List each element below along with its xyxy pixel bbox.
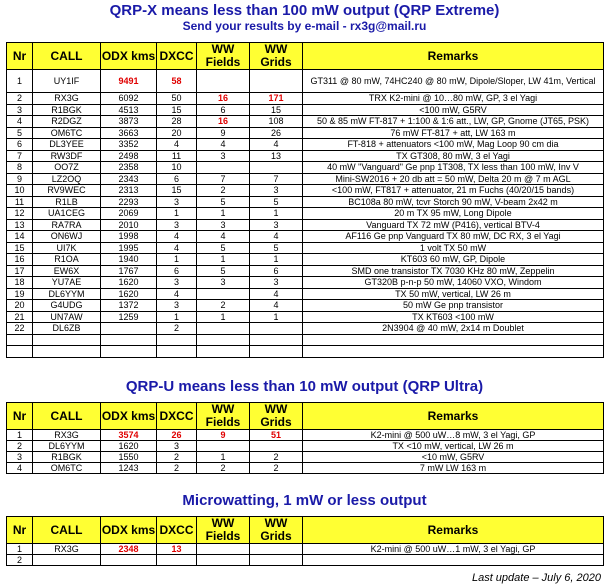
cell-dxcc: 11 (157, 150, 197, 162)
column-header-grids: WW Grids (250, 403, 303, 430)
cell-grids: 13 (250, 150, 303, 162)
cell-nr: 16 (7, 254, 33, 266)
table-row (7, 185, 604, 197)
cell-grids: 7 (250, 173, 303, 185)
cell-dxcc: 13 (157, 544, 197, 555)
cell-nr: 4 (7, 463, 33, 474)
cell-dxcc (157, 555, 197, 566)
column-header-fields: WW Fields (197, 403, 250, 430)
table-row (7, 254, 604, 266)
cell-remarks: KT603 60 mW, GP, Dipole (303, 254, 604, 266)
cell-remarks: 1 volt TX 50 mW (303, 242, 604, 254)
cell-remarks (303, 346, 604, 358)
cell-fields (197, 323, 250, 335)
cell-grids (250, 334, 303, 346)
column-header-remarks: Remarks (303, 517, 604, 544)
cell-call (33, 555, 101, 566)
cell-grids (250, 555, 303, 566)
table-row (7, 323, 604, 335)
cell-fields (197, 288, 250, 300)
cell-nr: 21 (7, 311, 33, 323)
cell-odx: 1620 (101, 441, 157, 452)
micro-table (6, 516, 604, 566)
cell-grids: 5 (250, 196, 303, 208)
table-row (7, 150, 604, 162)
cell-call: R1BGK (33, 452, 101, 463)
table-row (7, 242, 604, 254)
cell-fields: 16 (197, 116, 250, 128)
cell-fields (197, 346, 250, 358)
cell-nr: 19 (7, 288, 33, 300)
cell-nr: 7 (7, 150, 33, 162)
cell-call: UN7AW (33, 311, 101, 323)
cell-dxcc: 4 (157, 288, 197, 300)
cell-grids: 4 (250, 288, 303, 300)
cell-fields: 3 (197, 277, 250, 289)
table-row (7, 430, 604, 441)
cell-odx: 1767 (101, 265, 157, 277)
cell-grids: 6 (250, 265, 303, 277)
column-header-grids: WW Grids (250, 517, 303, 544)
cell-call: EW6X (33, 265, 101, 277)
table-row (7, 544, 604, 555)
cell-odx: 1620 (101, 277, 157, 289)
cell-call: RX3G (33, 93, 101, 105)
cell-fields: 5 (197, 196, 250, 208)
cell-remarks: 40 mW "Vanguard" Ge pnp 1T308, TX less than 100 mW, Inv V (303, 162, 604, 174)
cell-nr: 1 (7, 430, 33, 441)
column-header-grids: WW Grids (250, 43, 303, 70)
cell-odx: 3663 (101, 127, 157, 139)
cell-odx: 4513 (101, 104, 157, 116)
cell-grids (250, 441, 303, 452)
cell-grids: 108 (250, 116, 303, 128)
cell-dxcc: 1 (157, 208, 197, 220)
cell-nr: 3 (7, 104, 33, 116)
cell-nr: 20 (7, 300, 33, 312)
cell-odx: 1259 (101, 311, 157, 323)
cell-grids: 3 (250, 277, 303, 289)
cell-fields: 7 (197, 173, 250, 185)
cell-remarks: TX 50 mW, vertical, LW 26 m (303, 288, 604, 300)
header-row (7, 43, 604, 70)
cell-nr: 10 (7, 185, 33, 197)
cell-dxcc: 1 (157, 254, 197, 266)
cell-odx: 1998 (101, 231, 157, 243)
cell-nr: 11 (7, 196, 33, 208)
cell-remarks: <100 mW, FT817 + attenuator, 21 m Fuchs (40/20/15 bands) (303, 185, 604, 197)
column-header-fields: WW Fields (197, 43, 250, 70)
cell-fields: 9 (197, 127, 250, 139)
cell-fields: 5 (197, 265, 250, 277)
cell-call (33, 334, 101, 346)
cell-dxcc: 4 (157, 231, 197, 243)
cell-odx: 2343 (101, 173, 157, 185)
table-row (7, 441, 604, 452)
cell-call: RV9WEC (33, 185, 101, 197)
cell-fields: 3 (197, 150, 250, 162)
cell-odx: 3574 (101, 430, 157, 441)
cell-fields: 6 (197, 104, 250, 116)
cell-call: YU7AE (33, 277, 101, 289)
cell-grids (250, 346, 303, 358)
cell-nr (7, 334, 33, 346)
cell-odx: 2498 (101, 150, 157, 162)
table-row (7, 127, 604, 139)
cell-dxcc: 6 (157, 173, 197, 185)
cell-odx (101, 346, 157, 358)
cell-dxcc: 2 (157, 323, 197, 335)
cell-odx: 2010 (101, 219, 157, 231)
cell-grids: 4 (250, 139, 303, 151)
cell-fields: 1 (197, 254, 250, 266)
table-row (7, 196, 604, 208)
cell-call: DL6YYM (33, 441, 101, 452)
column-header-call: CALL (33, 43, 101, 70)
cell-remarks: 50 & 85 mW FT-817 + 1:100 & 1:6 att., LW, GP, Gnome (JT65, PSK) (303, 116, 604, 128)
cell-grids (250, 70, 303, 93)
column-header-odx: ODX kms (101, 403, 157, 430)
table-row (7, 173, 604, 185)
column-header-remarks: Remarks (303, 403, 604, 430)
cell-dxcc: 4 (157, 139, 197, 151)
cell-dxcc: 3 (157, 196, 197, 208)
cell-call: OM6TC (33, 127, 101, 139)
cell-call: R1OA (33, 254, 101, 266)
cell-remarks: SMD one transistor TX 7030 KHz 80 mW, Zeppelin (303, 265, 604, 277)
cell-dxcc: 10 (157, 162, 197, 174)
cell-grids (250, 544, 303, 555)
cell-fields (197, 555, 250, 566)
column-header-nr: Nr (7, 517, 33, 544)
cell-dxcc (157, 334, 197, 346)
cell-odx: 1940 (101, 254, 157, 266)
table-row (7, 334, 604, 346)
cell-call (33, 346, 101, 358)
column-header-odx: ODX kms (101, 517, 157, 544)
cell-grids: 1 (250, 208, 303, 220)
cell-remarks: <10 mW, G5RV (303, 452, 604, 463)
cell-grids: 3 (250, 185, 303, 197)
cell-grids: 26 (250, 127, 303, 139)
cell-remarks: TX KT603 <100 mW (303, 311, 604, 323)
cell-call: RW3DF (33, 150, 101, 162)
column-header-call: CALL (33, 403, 101, 430)
cell-call: RA7RA (33, 219, 101, 231)
cell-nr: 2 (7, 93, 33, 105)
table-row (7, 300, 604, 312)
table-row (7, 208, 604, 220)
cell-nr: 15 (7, 242, 33, 254)
header-row (7, 403, 604, 430)
cell-grids: 171 (250, 93, 303, 105)
cell-nr: 1 (7, 544, 33, 555)
cell-dxcc: 6 (157, 265, 197, 277)
cell-remarks (303, 334, 604, 346)
cell-remarks: 50 mW Ge pnp transistor (303, 300, 604, 312)
cell-odx: 1550 (101, 452, 157, 463)
column-header-dxcc: DXCC (157, 517, 197, 544)
cell-dxcc: 2 (157, 463, 197, 474)
cell-grids: 1 (250, 254, 303, 266)
cell-odx: 3352 (101, 139, 157, 151)
cell-odx (101, 323, 157, 335)
cell-dxcc: 50 (157, 93, 197, 105)
cell-call: OO7Z (33, 162, 101, 174)
cell-nr: 13 (7, 219, 33, 231)
cell-call: R1BGK (33, 104, 101, 116)
cell-nr: 3 (7, 452, 33, 463)
cell-remarks: 2N3904 @ 40 mW, 2x14 m Doublet (303, 323, 604, 335)
cell-remarks: 20 m TX 95 mW, Long Dipole (303, 208, 604, 220)
column-header-nr: Nr (7, 403, 33, 430)
column-header-remarks: Remarks (303, 43, 604, 70)
cell-nr: 5 (7, 127, 33, 139)
cell-grids: 1 (250, 311, 303, 323)
cell-fields: 16 (197, 93, 250, 105)
cell-fields (197, 334, 250, 346)
column-header-nr: Nr (7, 43, 33, 70)
cell-nr: 22 (7, 323, 33, 335)
cell-grids (250, 323, 303, 335)
cell-nr: 8 (7, 162, 33, 174)
table-row (7, 311, 604, 323)
cell-call: RX3G (33, 430, 101, 441)
cell-call: DL6YYM (33, 288, 101, 300)
cell-nr: 2 (7, 555, 33, 566)
table-row (7, 104, 604, 116)
cell-dxcc (157, 346, 197, 358)
cell-grids: 5 (250, 242, 303, 254)
column-header-dxcc: DXCC (157, 403, 197, 430)
cell-call: DL6ZB (33, 323, 101, 335)
cell-grids: 4 (250, 231, 303, 243)
column-header-fields: WW Fields (197, 517, 250, 544)
cell-odx: 2069 (101, 208, 157, 220)
table-row (7, 219, 604, 231)
cell-dxcc: 3 (157, 277, 197, 289)
cell-grids: 51 (250, 430, 303, 441)
cell-odx: 3873 (101, 116, 157, 128)
qrpu-table (6, 402, 604, 474)
cell-remarks: <100 mW, G5RV (303, 104, 604, 116)
cell-dxcc: 15 (157, 104, 197, 116)
cell-grids: 2 (250, 463, 303, 474)
table-row (7, 277, 604, 289)
table-row (7, 555, 604, 566)
cell-remarks: AF116 Ge pnp Vanguard TX 80 mW, DC RX, 3 el Yagi (303, 231, 604, 243)
header-row (7, 517, 604, 544)
cell-fields: 2 (197, 185, 250, 197)
cell-odx (101, 555, 157, 566)
cell-call: OM6TC (33, 463, 101, 474)
cell-nr: 6 (7, 139, 33, 151)
cell-fields: 4 (197, 231, 250, 243)
qrpx-table (6, 42, 604, 358)
cell-odx: 1372 (101, 300, 157, 312)
cell-dxcc: 2 (157, 452, 197, 463)
cell-dxcc: 15 (157, 185, 197, 197)
cell-odx: 1620 (101, 288, 157, 300)
cell-fields (197, 162, 250, 174)
cell-dxcc: 1 (157, 311, 197, 323)
cell-grids (250, 162, 303, 174)
cell-fields: 4 (197, 139, 250, 151)
cell-nr: 4 (7, 116, 33, 128)
cell-nr (7, 346, 33, 358)
table-row (7, 231, 604, 243)
cell-call: R2DGZ (33, 116, 101, 128)
cell-remarks: Mini-SW2016 + 20 db att = 50 mW, Delta 20 m @ 7 m AGL (303, 173, 604, 185)
cell-fields: 2 (197, 300, 250, 312)
cell-dxcc: 3 (157, 441, 197, 452)
cell-odx: 2293 (101, 196, 157, 208)
cell-grids: 4 (250, 300, 303, 312)
table-row (7, 265, 604, 277)
cell-odx: 6092 (101, 93, 157, 105)
cell-odx: 2348 (101, 544, 157, 555)
cell-nr: 14 (7, 231, 33, 243)
cell-nr: 17 (7, 265, 33, 277)
cell-call: ON6WJ (33, 231, 101, 243)
table-row (7, 288, 604, 300)
cell-nr: 18 (7, 277, 33, 289)
cell-call: UI7K (33, 242, 101, 254)
cell-remarks: GT320B p-n-p 50 mW, 14060 VXO, Windom (303, 277, 604, 289)
column-header-call: CALL (33, 517, 101, 544)
qrpx-subtitle: Send your results by e-mail - rx3g@mail.ru (182, 19, 427, 33)
cell-fields: 9 (197, 430, 250, 441)
cell-call: RX3G (33, 544, 101, 555)
cell-call: LZ2OQ (33, 173, 101, 185)
cell-dxcc: 3 (157, 300, 197, 312)
cell-remarks (303, 555, 604, 566)
cell-odx: 1243 (101, 463, 157, 474)
cell-remarks: TX <10 mW, vertical, LW 26 m (303, 441, 604, 452)
cell-remarks: Vanguard TX 72 mW (P416), vertical BTV-4 (303, 219, 604, 231)
cell-call: UA1CEG (33, 208, 101, 220)
cell-dxcc: 58 (157, 70, 197, 93)
cell-fields: 1 (197, 311, 250, 323)
cell-dxcc: 20 (157, 127, 197, 139)
cell-fields (197, 441, 250, 452)
cell-fields: 3 (197, 219, 250, 231)
cell-dxcc: 4 (157, 242, 197, 254)
cell-remarks: TX GT308, 80 mW, 3 el Yagi (303, 150, 604, 162)
table-row (7, 463, 604, 474)
cell-dxcc: 26 (157, 430, 197, 441)
cell-fields: 2 (197, 463, 250, 474)
cell-odx (101, 334, 157, 346)
cell-odx: 1995 (101, 242, 157, 254)
last-update: Last update – July 6, 2020 (471, 572, 601, 584)
cell-remarks: TRX K2-mini @ 10…80 mW, GP, 3 el Yagi (303, 93, 604, 105)
cell-dxcc: 28 (157, 116, 197, 128)
cell-call: R1LB (33, 196, 101, 208)
cell-odx: 2358 (101, 162, 157, 174)
table-row (7, 162, 604, 174)
table-row (7, 93, 604, 105)
cell-nr: 12 (7, 208, 33, 220)
cell-fields: 1 (197, 208, 250, 220)
cell-nr: 1 (7, 70, 33, 93)
cell-call: UY1IF (33, 70, 101, 93)
qrpu-title: QRP-U means less than 10 mW output (QRP Ultra) (125, 378, 484, 395)
cell-fields (197, 544, 250, 555)
cell-call: G4UDG (33, 300, 101, 312)
cell-nr: 9 (7, 173, 33, 185)
cell-remarks: K2-mini @ 500 uW…1 mW, 3 el Yagi, GP (303, 544, 604, 555)
cell-remarks: GT311 @ 80 mW, 74HC240 @ 80 mW, Dipole/Sloper, LW 41m, Vertical (303, 70, 604, 93)
table-row (7, 116, 604, 128)
column-header-dxcc: DXCC (157, 43, 197, 70)
cell-dxcc: 3 (157, 219, 197, 231)
cell-grids: 15 (250, 104, 303, 116)
cell-call: DL3YEE (33, 139, 101, 151)
cell-remarks: FT-818 + attenuators <100 mW, Mag Loop 90 cm dia (303, 139, 604, 151)
table-row (7, 346, 604, 358)
cell-fields (197, 70, 250, 93)
qrpx-title: QRP-X means less than 100 mW output (QRP Extreme) (109, 2, 500, 19)
table-row (7, 452, 604, 463)
cell-remarks: 76 mW FT-817 + att, LW 163 m (303, 127, 604, 139)
cell-odx: 2313 (101, 185, 157, 197)
cell-fields: 1 (197, 452, 250, 463)
cell-odx: 9491 (101, 70, 157, 93)
cell-remarks: K2-mini @ 500 uW…8 mW, 3 el Yagi, GP (303, 430, 604, 441)
cell-grids: 3 (250, 219, 303, 231)
cell-remarks: 7 mW LW 163 m (303, 463, 604, 474)
table-row (7, 70, 604, 93)
micro-title: Microwatting, 1 mW or less output (182, 492, 427, 509)
table-row (7, 139, 604, 151)
cell-grids: 2 (250, 452, 303, 463)
cell-remarks: BC108a 80 mW, tcvr Storch 90 mW, V-beam 2x42 m (303, 196, 604, 208)
column-header-odx: ODX kms (101, 43, 157, 70)
cell-nr: 2 (7, 441, 33, 452)
cell-fields: 5 (197, 242, 250, 254)
